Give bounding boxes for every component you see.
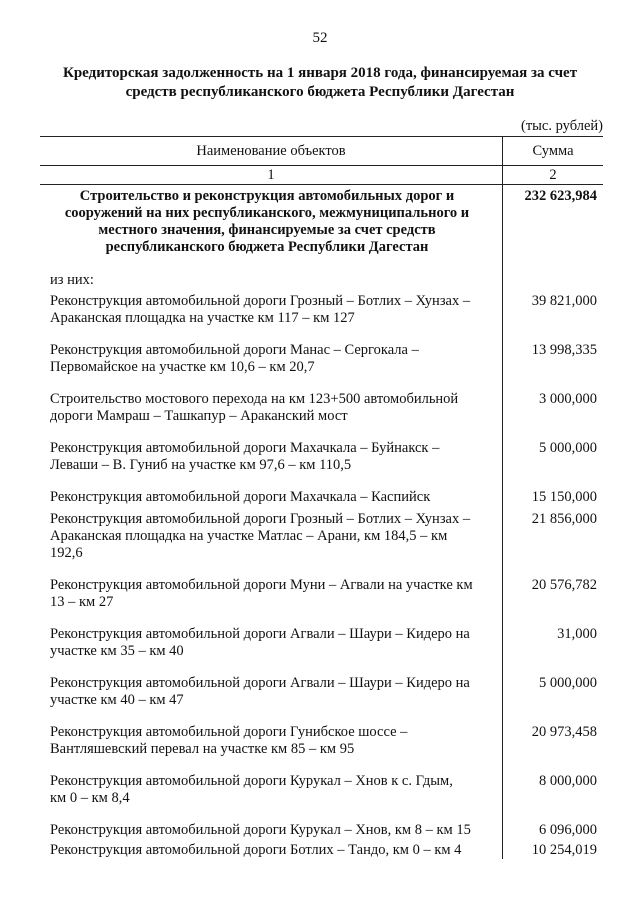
row-value: 39 821,000 xyxy=(531,293,597,309)
row-name-line-1: Реконструкция автомобильной дороги Курукал – Хнов, км 8 – км 15 xyxy=(50,822,471,838)
row-name xyxy=(40,511,502,562)
row-name xyxy=(40,293,502,327)
table-row xyxy=(40,660,603,709)
row-name-line-2: км 0 – км 8,4 xyxy=(50,790,130,806)
row-name-line-1: Реконструкция автомобильной дороги Ботлих – Тандо, км 0 – км 4 xyxy=(50,842,462,858)
table-row xyxy=(40,327,603,376)
total-line-3: местного значения, финансируемые за счет средств xyxy=(98,222,436,238)
row-name-line-1: Реконструкция автомобильной дороги Гунибское шоссе – xyxy=(50,724,408,740)
row-name xyxy=(40,626,502,660)
table-row xyxy=(40,562,603,611)
item-rows xyxy=(40,289,603,859)
debt-table xyxy=(40,136,603,859)
row-name-line-2: Первомайское на участке км 10,6 – км 20,7 xyxy=(50,359,315,375)
row-name-line-1: Реконструкция автомобильной дороги Агвали – Шаури – Кидеро на xyxy=(50,675,470,691)
page-number: 52 xyxy=(312,30,328,46)
row-name-line-1: Строительство мостового перехода на км 123+500 автомобильной xyxy=(50,391,459,407)
row-name-line-1: Реконструкция автомобильной дороги Агвали – Шаури – Кидеро на xyxy=(50,626,470,642)
total-line-2: сооружений на них республиканского, межмуниципального и xyxy=(64,205,470,221)
table-row xyxy=(40,376,603,425)
row-name-line-1: Реконструкция автомобильной дороги Грозный – Ботлих – Хунзах – xyxy=(50,511,471,527)
units-label: (тыс. рублей) xyxy=(521,118,603,134)
row-name-line-2: участке км 40 – км 47 xyxy=(50,692,184,708)
row-value: 6 096,000 xyxy=(539,822,597,838)
row-name-line-2: 13 – км 27 xyxy=(50,594,114,610)
total-line-4: республиканского бюджета Республики Дагестан xyxy=(105,239,429,255)
row-name-line-2: Леваши – В. Гуниб на участке км 97,6 – км 110,5 xyxy=(50,457,352,473)
row-name xyxy=(40,489,502,506)
document-title xyxy=(40,64,600,102)
row-name-line-1: Реконструкция автомобильной дороги Курукал – Хнов к с. Гдым, xyxy=(50,773,453,789)
table-row xyxy=(40,506,603,562)
row-name-line-2: Араканская площадка на участке Матлас – Арани, км 184,5 – км xyxy=(50,528,448,544)
table-row xyxy=(40,807,603,839)
row-name xyxy=(40,842,502,859)
table-row xyxy=(40,709,603,758)
total-line-1: Строительство и реконструкция автомобильных дорог и xyxy=(79,188,455,204)
table-row xyxy=(40,289,603,327)
row-name-line-2: участке км 35 – км 40 xyxy=(50,643,184,659)
row-name-line-2: Вантляшевский перевал на участке км 85 – км 95 xyxy=(50,741,355,757)
row-name-line-1: Реконструкция автомобильной дороги Махачкала – Каспийск xyxy=(50,489,431,505)
row-name xyxy=(40,724,502,758)
table-header xyxy=(40,136,603,165)
table-row xyxy=(40,611,603,660)
table-row xyxy=(40,758,603,807)
row-value: 8 000,000 xyxy=(539,773,597,789)
column-number-1: 1 xyxy=(40,166,503,184)
title-line-2: средств республиканского бюджета Республики Дагестан xyxy=(125,84,515,100)
row-name xyxy=(40,391,502,425)
header-name: Наименование объектов xyxy=(40,137,503,165)
table-row xyxy=(40,839,603,859)
row-name-line-1: Реконструкция автомобильной дороги Муни – Агвали на участке км xyxy=(50,577,473,593)
row-name-line-1: Реконструкция автомобильной дороги Махачкала – Буйнакск – xyxy=(50,440,440,456)
total-row-name xyxy=(40,188,502,256)
row-name-line-2: Араканская площадка на участке км 117 – км 127 xyxy=(50,310,355,326)
row-value: 20 973,458 xyxy=(531,724,597,740)
table-row xyxy=(40,425,603,474)
row-name xyxy=(40,577,502,611)
row-name-line-2: дороги Мамраш – Ташкапур – Араканский мост xyxy=(50,408,348,424)
row-value: 21 856,000 xyxy=(531,511,597,527)
table-body xyxy=(40,185,603,859)
row-name xyxy=(40,773,502,807)
row-value: 3 000,000 xyxy=(539,391,597,407)
row-name xyxy=(40,342,502,376)
row-value: 13 998,335 xyxy=(531,342,597,358)
title-line-1: Кредиторская задолженность на 1 января 2018 года, финансируемая за счет xyxy=(62,65,578,81)
total-row-value: 232 623,984 xyxy=(524,188,597,204)
header-sum: Сумма xyxy=(532,143,574,159)
row-name-line-3: 192,6 xyxy=(50,545,83,561)
row-name-line-1: Реконструкция автомобильной дороги Грозный – Ботлих – Хунзах – xyxy=(50,293,471,309)
row-value: 5 000,000 xyxy=(539,440,597,456)
row-name xyxy=(40,440,502,474)
column-number-2: 2 xyxy=(549,167,557,183)
row-value: 10 254,019 xyxy=(531,842,597,858)
of-which-row xyxy=(40,256,603,289)
row-value: 31,000 xyxy=(557,626,597,642)
total-row xyxy=(40,185,603,256)
row-value: 15 150,000 xyxy=(531,489,597,505)
column-numbers-row xyxy=(40,165,603,185)
row-name-line-1: Реконструкция автомобильной дороги Манас – Сергокала – xyxy=(50,342,419,358)
row-name xyxy=(40,675,502,709)
row-name xyxy=(40,822,502,839)
row-value: 5 000,000 xyxy=(539,675,597,691)
table-row xyxy=(40,474,603,506)
row-value: 20 576,782 xyxy=(531,577,597,593)
of-which-label: из них: xyxy=(50,272,94,288)
